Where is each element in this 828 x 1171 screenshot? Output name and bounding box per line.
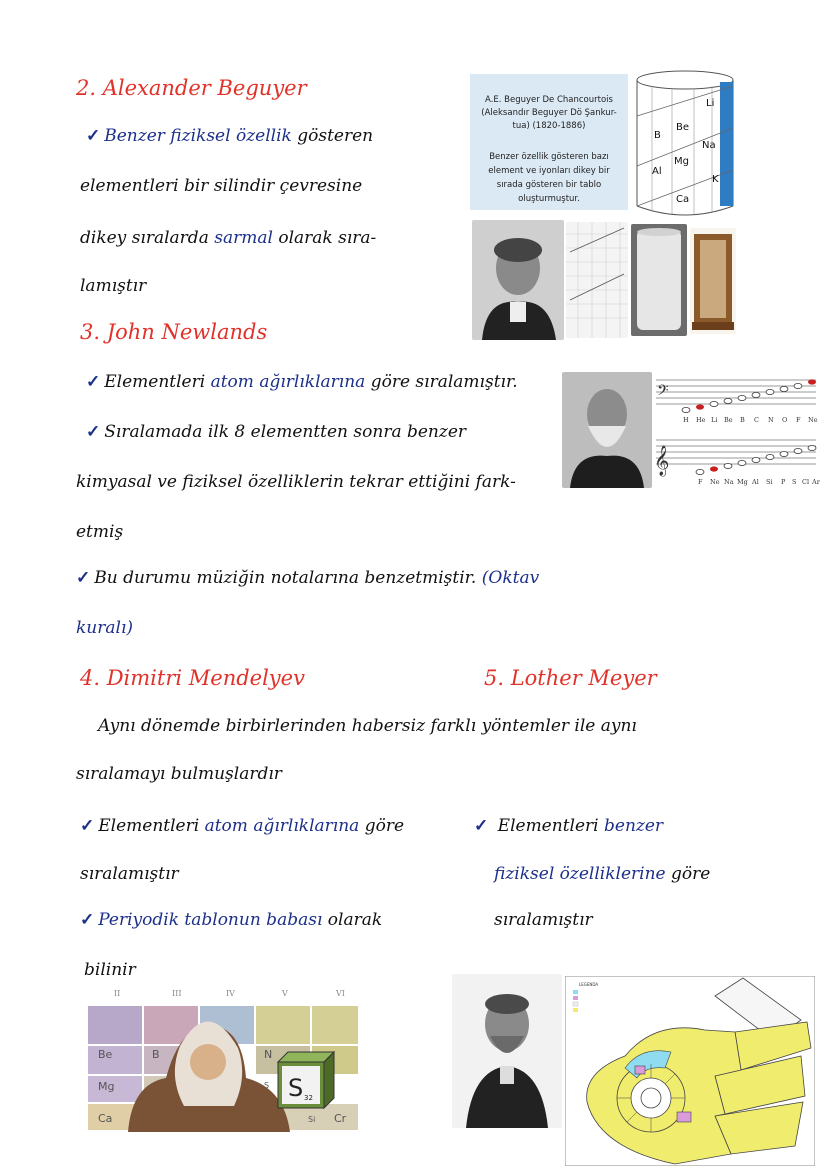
check-icon: ✓ bbox=[80, 910, 95, 930]
heading-meyer: 5. Lother Meyer bbox=[484, 666, 657, 690]
octave-staff-diagram bbox=[652, 372, 820, 488]
staff2-ar: Ar bbox=[812, 478, 820, 486]
cyl-b: B bbox=[654, 130, 661, 141]
text-blue: sarmal bbox=[214, 228, 273, 248]
cell-b: B bbox=[152, 1048, 160, 1061]
check-icon: ✓ bbox=[86, 372, 101, 392]
text-blue: Periyodik tablonun babası bbox=[98, 910, 323, 930]
text-blue: atom ağırlıklarına bbox=[204, 816, 360, 836]
intro-line: Aynı dönemde birbirlerinden habersiz farklı yöntemler ile aynı bbox=[98, 716, 637, 736]
staff1-be: Be bbox=[724, 416, 733, 424]
legend-title: LEGENDA bbox=[579, 982, 599, 987]
cyl-na: Na bbox=[702, 140, 716, 151]
text-line: kimyasal ve fiziksel özelliklerin tekrar ettiğini fark- bbox=[76, 472, 516, 492]
staff2-al: Al bbox=[752, 478, 759, 486]
staff2-f: F bbox=[698, 478, 703, 486]
beguyer-info-box bbox=[470, 74, 628, 210]
beguyer-name: A.E. Beguyer De Chancourtois (Aleksandır Beguyer Dö Şankur-tua) (1820-1886) bbox=[481, 95, 617, 131]
newlands-portrait-image bbox=[562, 372, 652, 488]
staff2-si: Si bbox=[766, 478, 773, 486]
cell-ca: Ca bbox=[98, 1112, 113, 1125]
text: Sıralamada ilk 8 elementten sonra benzer bbox=[104, 422, 467, 442]
heading-newlands: 3. John Newlands bbox=[80, 320, 268, 344]
text: göre sıralamıştır. bbox=[370, 372, 518, 392]
text: göre bbox=[364, 816, 405, 836]
check-icon: ✓ bbox=[80, 816, 95, 836]
col-iv: IV bbox=[226, 989, 235, 998]
text-line: sıralamıştır bbox=[494, 910, 593, 930]
cell-mg: Mg bbox=[98, 1080, 115, 1093]
cyl-be: Be bbox=[676, 122, 690, 133]
col-ii: II bbox=[114, 989, 121, 998]
text-blue: (Oktav bbox=[481, 568, 540, 588]
staff1-h: H bbox=[683, 416, 689, 424]
cube-num: 32 bbox=[304, 1094, 313, 1102]
col-v: V bbox=[282, 989, 288, 998]
cell-be: Be bbox=[98, 1048, 113, 1061]
col-vi: VI bbox=[336, 989, 345, 998]
text-blue: Benzer fiziksel özellik bbox=[104, 126, 292, 146]
col-iii: III bbox=[172, 989, 182, 998]
text-blue: fiziksel özelliklerine bbox=[494, 864, 666, 884]
heading-mendelyev: 4. Dimitri Mendelyev bbox=[80, 666, 305, 690]
text: dikey sıralarda bbox=[80, 228, 209, 248]
cell-si: Si bbox=[308, 1115, 316, 1124]
staff1-ne: Ne bbox=[808, 416, 818, 424]
staff2-mg: Mg bbox=[737, 478, 748, 486]
cell-s: S bbox=[264, 1081, 270, 1090]
text: gösteren bbox=[297, 126, 374, 146]
staff1-c: C bbox=[754, 416, 759, 424]
text: Bu durumu müziğin notalarına benzetmiştir. bbox=[94, 568, 477, 588]
check-icon: ✓ bbox=[76, 568, 91, 588]
text-line: elementleri bir silindir çevresine bbox=[80, 176, 363, 196]
cell-n: N bbox=[264, 1048, 273, 1061]
text-line: lamıştır bbox=[80, 276, 147, 296]
staff1-li: Li bbox=[711, 416, 718, 424]
beguyer-desc: Benzer özellik gösteren bazı element ve iyonları dikey bir sırada gösteren bir tablo oluşturmuştur. bbox=[488, 152, 610, 204]
staff2-na: Na bbox=[724, 478, 734, 486]
staff1-he: He bbox=[696, 416, 706, 424]
text-line: sıralamıştır bbox=[80, 864, 179, 884]
staff2-p: P bbox=[781, 478, 786, 486]
bass-clef-icon: 𝄢 bbox=[657, 382, 669, 403]
staff2-s: S bbox=[792, 478, 797, 486]
cyl-ca: Ca bbox=[676, 194, 690, 205]
telluric-helix-cylinder bbox=[632, 66, 738, 218]
cyl-al: Al bbox=[652, 166, 662, 177]
staff1-n: N bbox=[768, 416, 774, 424]
text: Elementleri bbox=[104, 372, 206, 392]
text: göre bbox=[671, 864, 711, 884]
text-line: bilinir bbox=[84, 960, 136, 980]
staff1-f: F bbox=[796, 416, 801, 424]
text: olarak bbox=[327, 910, 383, 930]
beguyer-portrait-image bbox=[472, 220, 564, 340]
staff1-o: O bbox=[782, 416, 788, 424]
text: Elementleri bbox=[98, 816, 200, 836]
text-line: etmiş bbox=[76, 522, 124, 542]
text: Elementleri bbox=[497, 816, 599, 836]
check-icon: ✓ bbox=[86, 422, 101, 442]
cube-label: S bbox=[288, 1074, 304, 1102]
cyl-mg: Mg bbox=[674, 156, 689, 167]
meyer-spiral-table-diagram bbox=[565, 976, 815, 1166]
staff2-cl: Cl bbox=[802, 478, 810, 486]
treble-clef-icon: 𝄞 bbox=[654, 446, 670, 476]
cyl-k: K bbox=[712, 174, 719, 185]
heading-beguyer: 2. Alexander Beguyer bbox=[76, 76, 307, 100]
cylinder-model-image bbox=[631, 224, 687, 336]
check-icon: ✓ bbox=[86, 126, 101, 146]
staff2-ne: Ne bbox=[710, 478, 720, 486]
text-blue: benzer bbox=[604, 816, 664, 836]
telluric-screw-device-image bbox=[690, 228, 736, 334]
text-blue: atom ağırlıklarına bbox=[210, 372, 366, 392]
check-icon: ✓ bbox=[474, 816, 489, 836]
text: olarak sıra- bbox=[278, 228, 377, 248]
cell-cr: Cr bbox=[334, 1112, 347, 1125]
cyl-li: Li bbox=[706, 98, 715, 109]
intro-line-2: sıralamayı bulmuşlardır bbox=[76, 764, 282, 784]
helix-unrolled-grid-image bbox=[566, 222, 628, 338]
staff1-b: B bbox=[740, 416, 745, 424]
mendelyev-periodic-table-image bbox=[88, 986, 358, 1132]
text-blue-line: kuralı) bbox=[76, 618, 134, 638]
meyer-portrait-image bbox=[452, 974, 562, 1128]
